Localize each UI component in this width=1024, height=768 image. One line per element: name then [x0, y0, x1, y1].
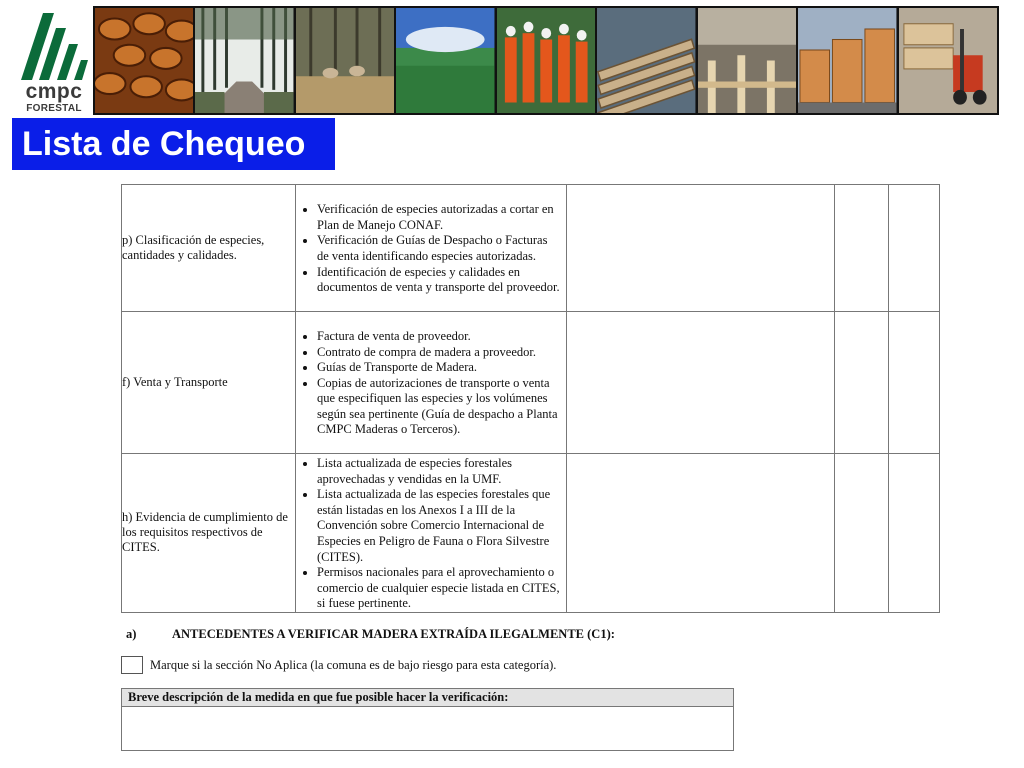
section-letter: a): [126, 627, 137, 641]
check-cell[interactable]: [835, 454, 889, 613]
list-item: • Permisos nacionales para el aprovechamiento o comercio de cualquier especie listada en CITES, si fuese pertinente.: [317, 565, 562, 612]
table-row: [122, 185, 940, 312]
sawmill-photo: [698, 8, 796, 113]
list-item: • Verificación de especies autorizadas a cortar en Plan de Manejo CONAF.: [317, 202, 562, 233]
logo-wordmark: cmpc: [25, 80, 83, 103]
section-a-heading: [126, 627, 615, 642]
check-cell[interactable]: [835, 312, 889, 454]
list-item: • Lista actualizada de las especies forestales que están listadas en los Anexos I a III de la Convención sobre Comercio Internacional de Especies en Peligro de Fauna o Flora Silvestre (CITES).: [317, 487, 562, 565]
table-row: [122, 312, 940, 454]
check-cell[interactable]: [889, 454, 940, 613]
logo-subtitle: FORESTAL: [26, 103, 82, 114]
pine-cone-photo: [95, 8, 193, 113]
check-cell[interactable]: [889, 185, 940, 312]
list-item: • Copias de autorizaciones de transporte o venta que especifiquen las especies y los volúmenes según sea pertinente (Guía de despacho a Planta CMPC Maderas o Terceros).: [317, 376, 562, 438]
checklist-table: [121, 184, 940, 613]
lumber-stacks-photo: [798, 8, 896, 113]
list-item: • Verificación de Guías de Despacho o Facturas de venta identificando especies autorizadas.: [317, 233, 562, 264]
row-items: [296, 312, 567, 454]
deer-in-forest-photo: [296, 8, 394, 113]
observation-cell[interactable]: [567, 185, 835, 312]
list-item: • Identificación de especies y calidades en documentos de venta y transporte del proveedor.: [317, 265, 562, 296]
log-yard-photo: [597, 8, 695, 113]
observation-cell[interactable]: [567, 312, 835, 454]
row-items: [296, 185, 567, 312]
row-items: [296, 454, 567, 613]
list-item: • Contrato de compra de madera a proveedor.: [317, 345, 562, 361]
not-applicable-checkbox[interactable]: [121, 656, 143, 674]
row-label: h) Evidencia de cumplimiento de los requisitos respectivos de CITES.: [122, 454, 296, 613]
forest-road-photo: [195, 8, 293, 113]
section-heading-text: ANTECEDENTES A VERIFICAR MADERA EXTRAÍDA ILEGALMENTE (C1):: [172, 627, 615, 641]
aerial-forest-photo: [396, 8, 494, 113]
cmpc-logo: [18, 8, 90, 112]
brief-description-field[interactable]: [122, 707, 733, 751]
workers-photo: [497, 8, 595, 113]
list-item: • Factura de venta de proveedor.: [317, 329, 562, 345]
check-cell[interactable]: [889, 312, 940, 454]
row-label: p) Clasificación de especies, cantidades y calidades.: [122, 185, 296, 312]
brief-description-header: Breve descripción de la medida en que fue posible hacer la verificación:: [122, 689, 733, 707]
row-label: f) Venta y Transporte: [122, 312, 296, 454]
tree-logo-icon: [18, 8, 90, 82]
list-item: • Lista actualizada de especies forestales aprovechadas y vendidas en la UMF.: [317, 456, 562, 487]
table-row: [122, 454, 940, 613]
list-item: • Guías de Transporte de Madera.: [317, 360, 562, 376]
brief-description-box: [121, 688, 734, 751]
photo-banner: [93, 6, 999, 115]
check-cell[interactable]: [835, 185, 889, 312]
page-title: Lista de Chequeo: [12, 118, 335, 170]
observation-cell[interactable]: [567, 454, 835, 613]
forklift-photo: [899, 8, 997, 113]
not-applicable-label: Marque si la sección No Aplica (la comuna es de bajo riesgo para esta categoría).: [150, 658, 557, 672]
